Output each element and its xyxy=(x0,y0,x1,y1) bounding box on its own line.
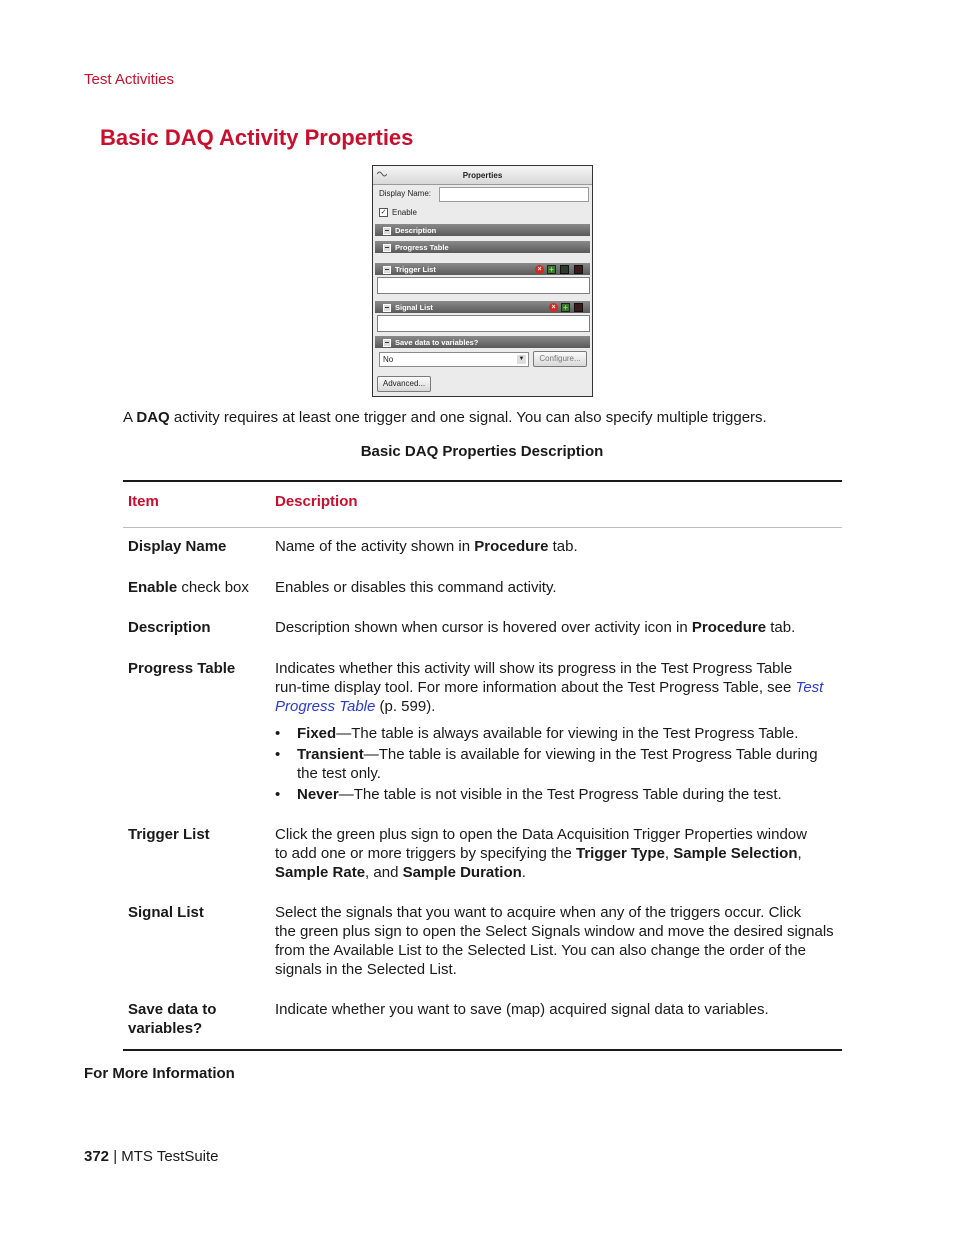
save-data-section-bar[interactable] xyxy=(375,336,590,348)
display-name-label: Display Name: xyxy=(379,189,432,198)
enable-checkbox[interactable]: ✓ xyxy=(380,209,387,216)
properties-panel xyxy=(372,165,593,397)
collapse-icon xyxy=(383,304,391,312)
header-rule xyxy=(123,527,842,528)
description-section-bar[interactable] xyxy=(375,224,590,236)
enable-label: Enable xyxy=(392,208,417,217)
collapse-icon xyxy=(383,339,391,347)
table-row-description: Select the signals that you want to acquire when any of the triggers occur. Click the green plus sign to open the Select Signals window and move the desired signals from the Available List to the Selected List. You can also change the order of the signals in the Selected List. xyxy=(275,904,834,978)
configure-button[interactable]: Configure... xyxy=(533,351,587,367)
table-row-item: Save data to variables? xyxy=(128,1001,217,1037)
table-row-description: Indicate whether you want to save (map) acquired signal data to variables. xyxy=(275,1001,769,1018)
table-caption: Basic DAQ Properties Description xyxy=(360,443,604,460)
table-row-description: Name of the activity shown in Procedure tab. xyxy=(275,538,578,555)
test-progress-table-link[interactable]: Test xyxy=(795,679,824,696)
page-footer: 372 | MTS TestSuite xyxy=(84,1148,219,1165)
save-data-bar-label: Save data to variables? xyxy=(395,338,479,347)
advanced-button[interactable]: Advanced... xyxy=(377,376,431,392)
collapse-icon xyxy=(383,266,391,274)
table-row-item: Signal List xyxy=(128,904,204,921)
save-data-select-value: No xyxy=(383,355,394,364)
remove-trigger-icon[interactable]: × xyxy=(535,265,544,274)
signal-list-section-bar[interactable] xyxy=(375,301,590,313)
progress-table-bar-label: Progress Table xyxy=(395,243,449,252)
add-trigger-icon[interactable]: + xyxy=(547,265,556,274)
signal-list-bar-label: Signal List xyxy=(395,303,433,312)
table-bottom-rule xyxy=(123,1049,842,1051)
intro-paragraph: A DAQ activity requires at least one trigger and one signal. You can also specify multiple triggers. xyxy=(123,409,767,426)
signal-list-box[interactable] xyxy=(377,315,590,332)
panel-title: Properties xyxy=(462,171,503,180)
trigger-list-bar-label: Trigger List xyxy=(395,265,436,274)
progress-table-section-bar[interactable] xyxy=(375,241,590,253)
column-header-description: Description xyxy=(275,493,358,510)
table-row-item: Trigger List xyxy=(128,826,210,843)
collapse-icon xyxy=(383,244,391,252)
table-row-description: Enables or disables this command activity. xyxy=(275,579,557,596)
description-bar-label: Description xyxy=(395,226,437,235)
table-top-rule xyxy=(123,480,842,482)
trigger-list-box[interactable] xyxy=(377,277,590,294)
table-row-item: Display Name xyxy=(128,538,227,555)
add-signal-icon[interactable]: + xyxy=(561,303,570,312)
column-header-item: Item xyxy=(128,493,159,510)
edit-trigger-icon[interactable] xyxy=(560,265,569,274)
panel-title-bar xyxy=(373,166,592,185)
delete-trigger-icon[interactable] xyxy=(574,265,583,274)
table-row-item: Progress Table xyxy=(128,660,236,677)
table-row-description: Click the green plus sign to open the Data Acquisition Trigger Properties window to add one or more triggers by specifying the Trigger Type, Sample Selection, Sample Rate, and Sample Duration. xyxy=(275,826,807,881)
table-row-item: Description xyxy=(128,619,211,636)
save-data-select[interactable] xyxy=(379,352,529,367)
delete-signal-icon[interactable] xyxy=(574,303,583,312)
remove-signal-icon[interactable]: × xyxy=(549,303,558,312)
trigger-list-section-bar[interactable] xyxy=(375,263,590,275)
table-row-description: Description shown when cursor is hovered over activity icon in Procedure tab. xyxy=(275,619,796,636)
section-heading: For More Information xyxy=(84,1065,235,1082)
table-row-item: Enable check box xyxy=(128,579,249,596)
chevron-down-icon[interactable]: ▼ xyxy=(518,356,525,362)
breadcrumb[interactable]: Test Activities xyxy=(84,71,175,88)
test-progress-table-link[interactable]: Progress Table xyxy=(275,698,376,715)
page-title: Basic DAQ Activity Properties xyxy=(100,125,414,150)
display-name-field[interactable] xyxy=(439,187,589,202)
table-row-description: Indicates whether this activity will show its progress in the Test Progress Table run-time display tool. For more information about the Test Progress Table, see Test Progress Table (p. 599). xyxy=(275,660,824,715)
collapse-icon xyxy=(383,227,391,235)
